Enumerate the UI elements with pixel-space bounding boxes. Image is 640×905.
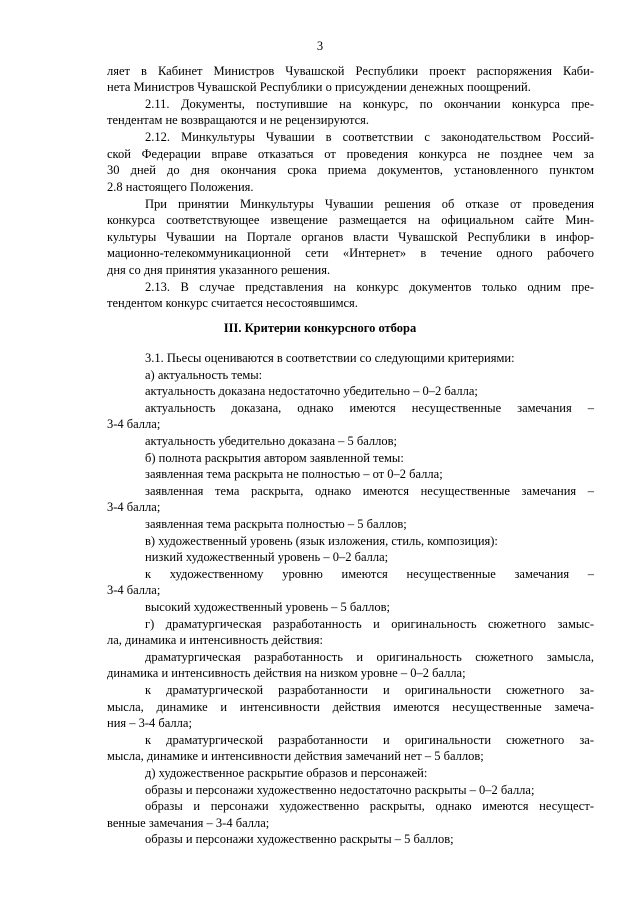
text-line: ла, динамика и интенсивность действия:	[107, 633, 324, 647]
text-line: заявленная тема раскрыта полностью – 5 баллов;	[145, 517, 407, 531]
text-line: ния – 3-4 балла;	[107, 716, 192, 730]
text-line: динамика и интенсивность действия на низком уровне – 0–2 балла;	[107, 666, 466, 680]
text-line: конкурса соответствующее извещение размещается на официальном сайте Мин-	[107, 213, 594, 227]
text-line: 2.11. Документы, поступившие на конкурс, по окончании конкурса пре-	[145, 97, 594, 111]
text-line: культуры Чувашии на Портале органов власти Чувашской Республики в инфор-	[107, 230, 594, 244]
text-line: 3-4 балла;	[107, 417, 161, 431]
text-line: При принятии Минкультуры Чувашии решения об отказе от проведения	[145, 197, 594, 211]
text-line: актуальность убедительно доказана – 5 баллов;	[145, 434, 398, 448]
text-line: низкий художественный уровень – 0–2 балла;	[145, 550, 389, 564]
text-line: нета Министров Чувашской Республики о присуждении денежных поощрений.	[107, 80, 531, 94]
text-line: драматургическая разработанность и оригинальность сюжетного замысла,	[145, 650, 594, 664]
text-line: к художественному уровню имеются несущественные замечания –	[145, 567, 594, 581]
text-line: в) художественный уровень (язык изложения, стиль, композиция):	[145, 534, 498, 548]
text-line: к драматургической разработанности и оригинальности сюжетного за-	[145, 733, 594, 747]
text-line: образы и персонажи художественно раскрыты – 5 баллов;	[145, 832, 454, 846]
text-line: ляет в Кабинет Министров Чувашской Республики проект распоряжения Каби-	[107, 64, 594, 78]
text-line: мационно-телекоммуникационной сети «Интернет» в течение одного рабочего	[107, 246, 594, 260]
text-line: 30 дней до дня окончания срока приема документов, установленного пунктом	[107, 163, 594, 177]
text-line: мысла, динамике и интенсивности действия имеются несущественные замеча-	[107, 700, 594, 714]
text-line: д) художественное раскрытие образов и персонажей:	[145, 766, 428, 780]
text-line: б) полнота раскрытия автором заявленной темы:	[145, 451, 404, 465]
text-line: а) актуальность темы:	[145, 368, 263, 382]
page-number: 3	[316, 39, 324, 53]
text-line: 2.12. Минкультуры Чувашии в соответствии с законодательством Россий-	[145, 130, 594, 144]
text-line: тендентом конкурс считается несостоявшимся.	[107, 296, 358, 310]
text-line: венные замечания – 3-4 балла;	[107, 816, 270, 830]
text-line: 3.1. Пьесы оцениваются в соответствии со следующими критериями:	[145, 351, 515, 365]
text-line: дня со дня принятия указанного решения.	[107, 263, 331, 277]
section-heading: III. Критерии конкурсного отбора	[223, 321, 417, 335]
text-line: 2.13. В случае представления на конкурс документов только одним пре-	[145, 280, 594, 294]
text-line: тендентам не возвращаются и не рецензируются.	[107, 113, 370, 127]
text-line: заявленная тема раскрыта не полностью – от 0–2 балла;	[145, 467, 443, 481]
text-line: 3-4 балла;	[107, 500, 161, 514]
text-line: 2.8 настоящего Положения.	[107, 180, 254, 194]
text-line: ской Федерации вправе отказаться от проведения конкурса не позднее чем за	[107, 147, 594, 161]
text-line: высокий художественный уровень – 5 баллов;	[145, 600, 391, 614]
text-line: мысла, динамике и интенсивности действия замечаний нет – 5 баллов;	[107, 749, 484, 763]
text-line: образы и персонажи художественно раскрыты, однако имеются несущест-	[145, 799, 594, 813]
text-line: актуальность доказана, однако имеются несущественные замечания –	[145, 401, 594, 415]
text-line: к драматургической разработанности и оригинальности сюжетного за-	[145, 683, 594, 697]
text-line: заявленная тема раскрыта, однако имеются несущественные замечания –	[145, 484, 594, 498]
text-line: актуальность доказана недостаточно убедительно – 0–2 балла;	[145, 384, 478, 398]
text-line: образы и персонажи художественно недостаточно раскрыты – 0–2 балла;	[145, 783, 535, 797]
text-line: г) драматургическая разработанность и оригинальность сюжетного замыс-	[145, 617, 594, 631]
text-line: 3-4 балла;	[107, 583, 161, 597]
